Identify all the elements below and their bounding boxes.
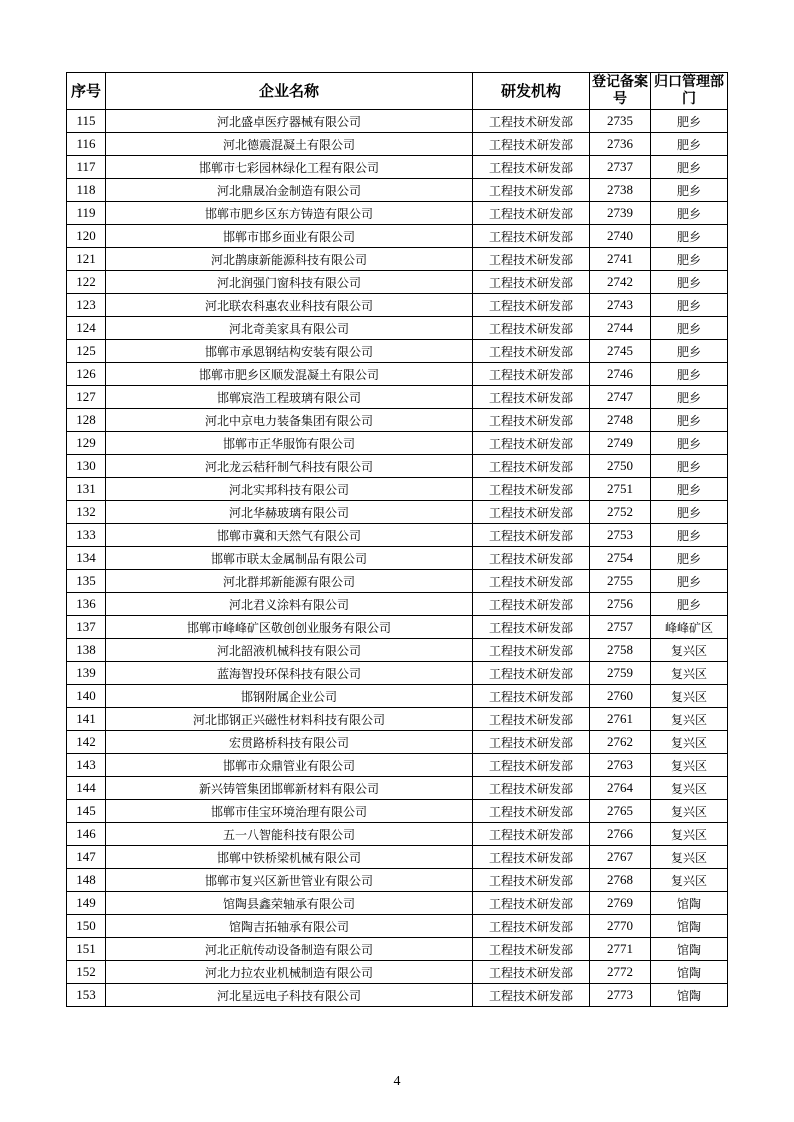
cell-company-name: 河北力拉农业机械制造有限公司 [106,961,473,984]
table-row [67,133,728,156]
cell-company-name: 河北邯钢正兴磁性材料科技有限公司 [106,708,473,731]
cell-department: 复兴区 [651,869,728,892]
table-row [67,685,728,708]
cell-record-number: 2749 [590,432,651,455]
cell-index: 138 [67,639,106,662]
cell-rd-institution: 工程技术研发部 [473,846,590,869]
table-row [67,662,728,685]
cell-rd-institution: 工程技术研发部 [473,800,590,823]
cell-department: 复兴区 [651,823,728,846]
cell-record-number: 2748 [590,409,651,432]
cell-company-name: 邯郸市邯乡面业有限公司 [106,225,473,248]
cell-record-number: 2750 [590,455,651,478]
cell-rd-institution: 工程技术研发部 [473,225,590,248]
cell-company-name: 邯郸市峰峰矿区敬创创业服务有限公司 [106,616,473,639]
cell-record-number: 2736 [590,133,651,156]
cell-company-name: 河北鹊康新能源科技有限公司 [106,248,473,271]
cell-index: 135 [67,570,106,593]
cell-company-name: 蓝海智投环保科技有限公司 [106,662,473,685]
cell-rd-institution: 工程技术研发部 [473,754,590,777]
cell-record-number: 2755 [590,570,651,593]
cell-company-name: 河北鼎晟冶金制造有限公司 [106,179,473,202]
cell-department: 复兴区 [651,777,728,800]
cell-company-name: 邯郸市众鼎管业有限公司 [106,754,473,777]
cell-rd-institution: 工程技术研发部 [473,708,590,731]
cell-record-number: 2743 [590,294,651,317]
cell-rd-institution: 工程技术研发部 [473,340,590,363]
table-body [67,110,728,1007]
cell-rd-institution: 工程技术研发部 [473,133,590,156]
table-row [67,455,728,478]
header-index: 序号 [67,73,106,110]
cell-department: 复兴区 [651,731,728,754]
cell-index: 126 [67,363,106,386]
table-row [67,271,728,294]
cell-department: 肥乡 [651,363,728,386]
cell-record-number: 2756 [590,593,651,616]
cell-company-name: 邯郸宸浩工程玻璃有限公司 [106,386,473,409]
cell-index: 118 [67,179,106,202]
cell-company-name: 邯郸市正华服饰有限公司 [106,432,473,455]
cell-company-name: 宏贯路桥科技有限公司 [106,731,473,754]
cell-index: 124 [67,317,106,340]
table-row [67,317,728,340]
table-row [67,984,728,1007]
table-row [67,708,728,731]
cell-rd-institution: 工程技术研发部 [473,662,590,685]
cell-company-name: 河北德震混凝土有限公司 [106,133,473,156]
cell-record-number: 2769 [590,892,651,915]
cell-index: 117 [67,156,106,179]
cell-record-number: 2737 [590,156,651,179]
cell-rd-institution: 工程技术研发部 [473,961,590,984]
cell-rd-institution: 工程技术研发部 [473,869,590,892]
cell-rd-institution: 工程技术研发部 [473,938,590,961]
cell-company-name: 河北韶液机械科技有限公司 [106,639,473,662]
table-row [67,110,728,133]
cell-index: 120 [67,225,106,248]
cell-record-number: 2767 [590,846,651,869]
cell-department: 峰峰矿区 [651,616,728,639]
table-row [67,340,728,363]
cell-department: 馆陶 [651,892,728,915]
cell-department: 肥乡 [651,225,728,248]
cell-company-name: 河北奇美家具有限公司 [106,317,473,340]
table-row [67,846,728,869]
cell-rd-institution: 工程技术研发部 [473,179,590,202]
cell-rd-institution: 工程技术研发部 [473,455,590,478]
cell-company-name: 河北实邦科技有限公司 [106,478,473,501]
cell-company-name: 邯郸市冀和天然气有限公司 [106,524,473,547]
cell-record-number: 2760 [590,685,651,708]
cell-record-number: 2768 [590,869,651,892]
table-row [67,823,728,846]
cell-rd-institution: 工程技术研发部 [473,524,590,547]
cell-rd-institution: 工程技术研发部 [473,892,590,915]
cell-index: 147 [67,846,106,869]
cell-department: 肥乡 [651,501,728,524]
cell-rd-institution: 工程技术研发部 [473,639,590,662]
cell-department: 馆陶 [651,915,728,938]
cell-rd-institution: 工程技术研发部 [473,317,590,340]
cell-department: 肥乡 [651,409,728,432]
cell-index: 145 [67,800,106,823]
cell-department: 肥乡 [651,547,728,570]
cell-company-name: 馆陶吉拓轴承有限公司 [106,915,473,938]
cell-index: 136 [67,593,106,616]
table-header [67,73,728,110]
cell-index: 153 [67,984,106,1007]
cell-index: 146 [67,823,106,846]
cell-department: 复兴区 [651,846,728,869]
cell-company-name: 河北正航传动设备制造有限公司 [106,938,473,961]
cell-department: 肥乡 [651,478,728,501]
cell-company-name: 馆陶县鑫荣轴承有限公司 [106,892,473,915]
table-row [67,524,728,547]
cell-rd-institution: 工程技术研发部 [473,271,590,294]
header-row [67,73,728,110]
cell-company-name: 邯郸市肥乡区东方铸造有限公司 [106,202,473,225]
cell-rd-institution: 工程技术研发部 [473,570,590,593]
cell-rd-institution: 工程技术研发部 [473,294,590,317]
header-department: 归口管理部门 [651,73,728,110]
cell-rd-institution: 工程技术研发部 [473,202,590,225]
cell-company-name: 邯钢附属企业公司 [106,685,473,708]
cell-company-name: 邯郸中铁桥梁机械有限公司 [106,846,473,869]
cell-index: 143 [67,754,106,777]
cell-index: 123 [67,294,106,317]
cell-rd-institution: 工程技术研发部 [473,731,590,754]
cell-rd-institution: 工程技术研发部 [473,409,590,432]
header-record-number: 登记备案号 [590,73,651,110]
cell-department: 肥乡 [651,110,728,133]
cell-company-name: 河北星远电子科技有限公司 [106,984,473,1007]
table-row [67,593,728,616]
page-number: 4 [393,1074,401,1089]
cell-index: 134 [67,547,106,570]
cell-department: 复兴区 [651,708,728,731]
cell-record-number: 2744 [590,317,651,340]
cell-department: 馆陶 [651,938,728,961]
cell-index: 128 [67,409,106,432]
cell-rd-institution: 工程技术研发部 [473,478,590,501]
cell-record-number: 2761 [590,708,651,731]
table-row [67,570,728,593]
cell-index: 133 [67,524,106,547]
cell-rd-institution: 工程技术研发部 [473,248,590,271]
table-row [67,156,728,179]
table-row [67,225,728,248]
cell-department: 肥乡 [651,593,728,616]
table-row [67,915,728,938]
cell-index: 115 [67,110,106,133]
table-row [67,639,728,662]
cell-company-name: 河北盛卓医疗器械有限公司 [106,110,473,133]
cell-rd-institution: 工程技术研发部 [473,984,590,1007]
cell-rd-institution: 工程技术研发部 [473,386,590,409]
cell-department: 肥乡 [651,202,728,225]
cell-index: 119 [67,202,106,225]
cell-department: 肥乡 [651,386,728,409]
cell-rd-institution: 工程技术研发部 [473,616,590,639]
table-row [67,248,728,271]
cell-department: 肥乡 [651,317,728,340]
cell-record-number: 2747 [590,386,651,409]
registry-table [66,72,728,1007]
cell-department: 复兴区 [651,800,728,823]
cell-record-number: 2766 [590,823,651,846]
header-company-name: 企业名称 [106,73,473,110]
cell-index: 139 [67,662,106,685]
cell-index: 148 [67,869,106,892]
cell-record-number: 2751 [590,478,651,501]
cell-record-number: 2741 [590,248,651,271]
table-row [67,432,728,455]
table-row [67,409,728,432]
cell-index: 142 [67,731,106,754]
cell-department: 肥乡 [651,133,728,156]
cell-record-number: 2735 [590,110,651,133]
table-row [67,202,728,225]
cell-rd-institution: 工程技术研发部 [473,777,590,800]
cell-index: 149 [67,892,106,915]
cell-department: 复兴区 [651,754,728,777]
cell-index: 129 [67,432,106,455]
cell-record-number: 2759 [590,662,651,685]
table-row [67,478,728,501]
cell-record-number: 2757 [590,616,651,639]
cell-index: 122 [67,271,106,294]
cell-record-number: 2753 [590,524,651,547]
cell-index: 151 [67,938,106,961]
cell-rd-institution: 工程技术研发部 [473,915,590,938]
cell-rd-institution: 工程技术研发部 [473,685,590,708]
cell-record-number: 2740 [590,225,651,248]
table-row [67,777,728,800]
cell-index: 141 [67,708,106,731]
cell-company-name: 河北华赫玻璃有限公司 [106,501,473,524]
cell-record-number: 2754 [590,547,651,570]
table-row [67,938,728,961]
cell-rd-institution: 工程技术研发部 [473,110,590,133]
cell-company-name: 河北联农科惠农业科技有限公司 [106,294,473,317]
cell-rd-institution: 工程技术研发部 [473,432,590,455]
cell-record-number: 2758 [590,639,651,662]
cell-company-name: 邯郸市佳宝环境治理有限公司 [106,800,473,823]
cell-company-name: 邯郸市肥乡区顺发混凝土有限公司 [106,363,473,386]
table-row [67,386,728,409]
cell-record-number: 2762 [590,731,651,754]
cell-company-name: 五一八智能科技有限公司 [106,823,473,846]
cell-rd-institution: 工程技术研发部 [473,156,590,179]
table-row [67,754,728,777]
cell-index: 127 [67,386,106,409]
cell-record-number: 2738 [590,179,651,202]
cell-record-number: 2765 [590,800,651,823]
cell-record-number: 2770 [590,915,651,938]
table-row [67,294,728,317]
cell-department: 肥乡 [651,156,728,179]
table-row [67,869,728,892]
header-rd-institution: 研发机构 [473,73,590,110]
cell-department: 肥乡 [651,271,728,294]
cell-rd-institution: 工程技术研发部 [473,593,590,616]
cell-index: 137 [67,616,106,639]
cell-index: 144 [67,777,106,800]
cell-department: 肥乡 [651,294,728,317]
cell-record-number: 2773 [590,984,651,1007]
cell-record-number: 2745 [590,340,651,363]
cell-department: 肥乡 [651,248,728,271]
cell-record-number: 2772 [590,961,651,984]
cell-index: 152 [67,961,106,984]
cell-record-number: 2742 [590,271,651,294]
table-row [67,179,728,202]
table-row [67,800,728,823]
cell-company-name: 邯郸市承恩钢结构安装有限公司 [106,340,473,363]
table-row [67,892,728,915]
cell-index: 125 [67,340,106,363]
cell-rd-institution: 工程技术研发部 [473,363,590,386]
cell-record-number: 2763 [590,754,651,777]
cell-department: 肥乡 [651,524,728,547]
cell-department: 肥乡 [651,340,728,363]
table-row [67,547,728,570]
cell-department: 肥乡 [651,455,728,478]
cell-company-name: 河北中京电力装备集团有限公司 [106,409,473,432]
cell-company-name: 邯郸市复兴区新世管业有限公司 [106,869,473,892]
cell-company-name: 河北润强门窗科技有限公司 [106,271,473,294]
cell-company-name: 新兴铸管集团邯郸新材料有限公司 [106,777,473,800]
cell-department: 馆陶 [651,961,728,984]
cell-rd-institution: 工程技术研发部 [473,823,590,846]
cell-company-name: 邯郸市七彩园林绿化工程有限公司 [106,156,473,179]
cell-index: 150 [67,915,106,938]
cell-index: 140 [67,685,106,708]
cell-index: 132 [67,501,106,524]
cell-index: 130 [67,455,106,478]
cell-department: 肥乡 [651,570,728,593]
cell-record-number: 2764 [590,777,651,800]
cell-company-name: 邯郸市联太金属制品有限公司 [106,547,473,570]
cell-company-name: 河北群邦新能源有限公司 [106,570,473,593]
cell-record-number: 2739 [590,202,651,225]
cell-company-name: 河北君义涂料有限公司 [106,593,473,616]
cell-index: 116 [67,133,106,156]
cell-department: 复兴区 [651,685,728,708]
table-row [67,501,728,524]
cell-department: 肥乡 [651,179,728,202]
cell-department: 复兴区 [651,639,728,662]
table-row [67,961,728,984]
table-row [67,616,728,639]
cell-index: 131 [67,478,106,501]
cell-index: 121 [67,248,106,271]
table-row [67,731,728,754]
cell-rd-institution: 工程技术研发部 [473,501,590,524]
cell-department: 复兴区 [651,662,728,685]
cell-company-name: 河北龙云秸秆制气科技有限公司 [106,455,473,478]
cell-record-number: 2746 [590,363,651,386]
cell-record-number: 2771 [590,938,651,961]
cell-department: 馆陶 [651,984,728,1007]
cell-record-number: 2752 [590,501,651,524]
cell-department: 肥乡 [651,432,728,455]
cell-rd-institution: 工程技术研发部 [473,547,590,570]
table-row [67,363,728,386]
